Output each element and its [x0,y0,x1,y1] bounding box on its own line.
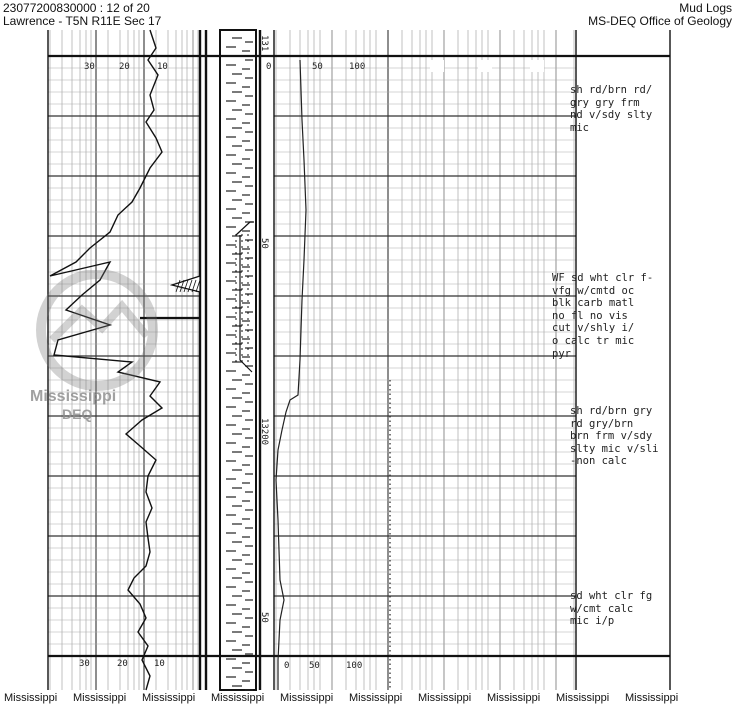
scale-mask [478,60,492,72]
sand-dot [247,360,249,362]
scale-label: 100 [346,661,363,671]
footer-label: Mississippi [556,692,610,704]
sand-dot [241,270,243,272]
sand-dot [235,336,237,338]
sand-dot [247,324,249,326]
document-category: Mud Logs [679,1,732,15]
scale-label: 10 [157,62,168,72]
sand-dot [235,288,237,290]
sand-dot [241,240,243,242]
sand-dot [235,324,237,326]
lithology-description: sd wht clr fg w/cmt calc mic i/p [570,590,653,628]
sand-dot [241,276,243,278]
watermark-subtext: DEQ [62,406,93,422]
watermark-text: Mississippi [30,388,117,405]
footer-watermark-row [0,692,736,705]
sand-dot [235,300,237,302]
sand-dot [247,288,249,290]
sand-dot [247,276,249,278]
footer-label: Mississippi [625,692,679,704]
sand-dot [247,336,249,338]
scale-mask [530,60,544,72]
right-scale-top [266,62,365,72]
scale-label: 30 [79,659,90,669]
sand-dot [235,264,237,266]
sand-dot [241,330,243,332]
sand-dot [247,342,249,344]
sand-dot [241,318,243,320]
sand-dot [247,348,249,350]
sand-dot [235,246,237,248]
sand-dot [241,312,243,314]
sand-dot [247,306,249,308]
scale-label: 50 [309,661,320,671]
sand-dot [247,318,249,320]
lithology-column [220,30,256,690]
sand-dot [241,264,243,266]
sand-dot [235,312,237,314]
sand-dot [247,294,249,296]
sand-dot [247,354,249,356]
sand-dot [241,288,243,290]
sand-dot [241,324,243,326]
footer-label: Mississippi [73,692,127,704]
agency-name: MS-DEQ Office of Geology [588,14,732,28]
footer-label: Mississippi [280,692,334,704]
sand-dot [241,246,243,248]
sand-dot [241,282,243,284]
footer-label: Mississippi [211,692,265,704]
sand-dot [247,234,249,236]
sand-dot [241,354,243,356]
depth-label: 131 [259,35,269,52]
footer-label: Mississippi [349,692,403,704]
lithology-box [220,30,256,690]
depth-label: 50 [259,238,269,249]
sand-dot [235,282,237,284]
sand-dot [235,270,237,272]
sand-dot [235,342,237,344]
sand-dot [235,294,237,296]
sand-dot [241,258,243,260]
lithology-description: WF sd wht clr f- vfg w/cmtd oc blk carb matl no fl no vis cut v/shly i/ o calc tr mic pyr [552,272,654,360]
sand-dot [241,348,243,350]
sand-dot [235,354,237,356]
scale-label: 20 [117,659,128,669]
well-location: Lawrence - T5N R11E Sec 17 [3,14,162,28]
sand-dot [241,252,243,254]
scale-label: 10 [154,659,165,669]
sand-dot [241,342,243,344]
lithology-description: sh rd/brn gry rd gry/brn brn frm v/sdy slty mic v/sli -non calc [570,405,659,468]
sand-dot [247,252,249,254]
scale-mask [430,60,444,72]
footer-label: Mississippi [142,692,196,704]
footer-label: Mississippi [487,692,541,704]
scale-label: 50 [312,62,323,72]
scale-label: 30 [84,62,95,72]
sand-dot [247,240,249,242]
scale-label: 20 [119,62,130,72]
sand-dot [247,258,249,260]
sand-dot [235,306,237,308]
scale-label: 100 [349,62,366,72]
right-scale-bottom [284,661,362,671]
sand-dot [235,360,237,362]
sand-dot [235,330,237,332]
sand-dot [235,276,237,278]
scale-label: 0 [284,661,290,671]
sand-dot [247,330,249,332]
depth-label: 13200 [259,418,269,446]
sand-dot [235,240,237,242]
scale-label: 0 [266,62,272,72]
sand-dot [241,294,243,296]
sand-dot [235,318,237,320]
sand-dot [235,348,237,350]
sand-dot [247,312,249,314]
sand-dot [241,300,243,302]
sand-dot [241,234,243,236]
document-id: 23077200830000 : 12 of 20 [3,1,150,15]
right-track-grid [274,30,576,690]
sand-dot [247,270,249,272]
sand-dot [235,252,237,254]
sand-dot [247,246,249,248]
lithology-description: sh rd/brn rd/ gry gry frm nd v/sdy slty mic [570,84,653,134]
sand-dot [247,264,249,266]
left-scale-bottom [79,659,165,669]
footer-label: Mississippi [4,692,58,704]
sand-dot [247,282,249,284]
sand-dot [235,258,237,260]
footer-label: Mississippi [418,692,472,704]
sand-dot [241,306,243,308]
sand-dot [247,300,249,302]
sand-dot [241,336,243,338]
depth-label: 50 [259,612,269,623]
